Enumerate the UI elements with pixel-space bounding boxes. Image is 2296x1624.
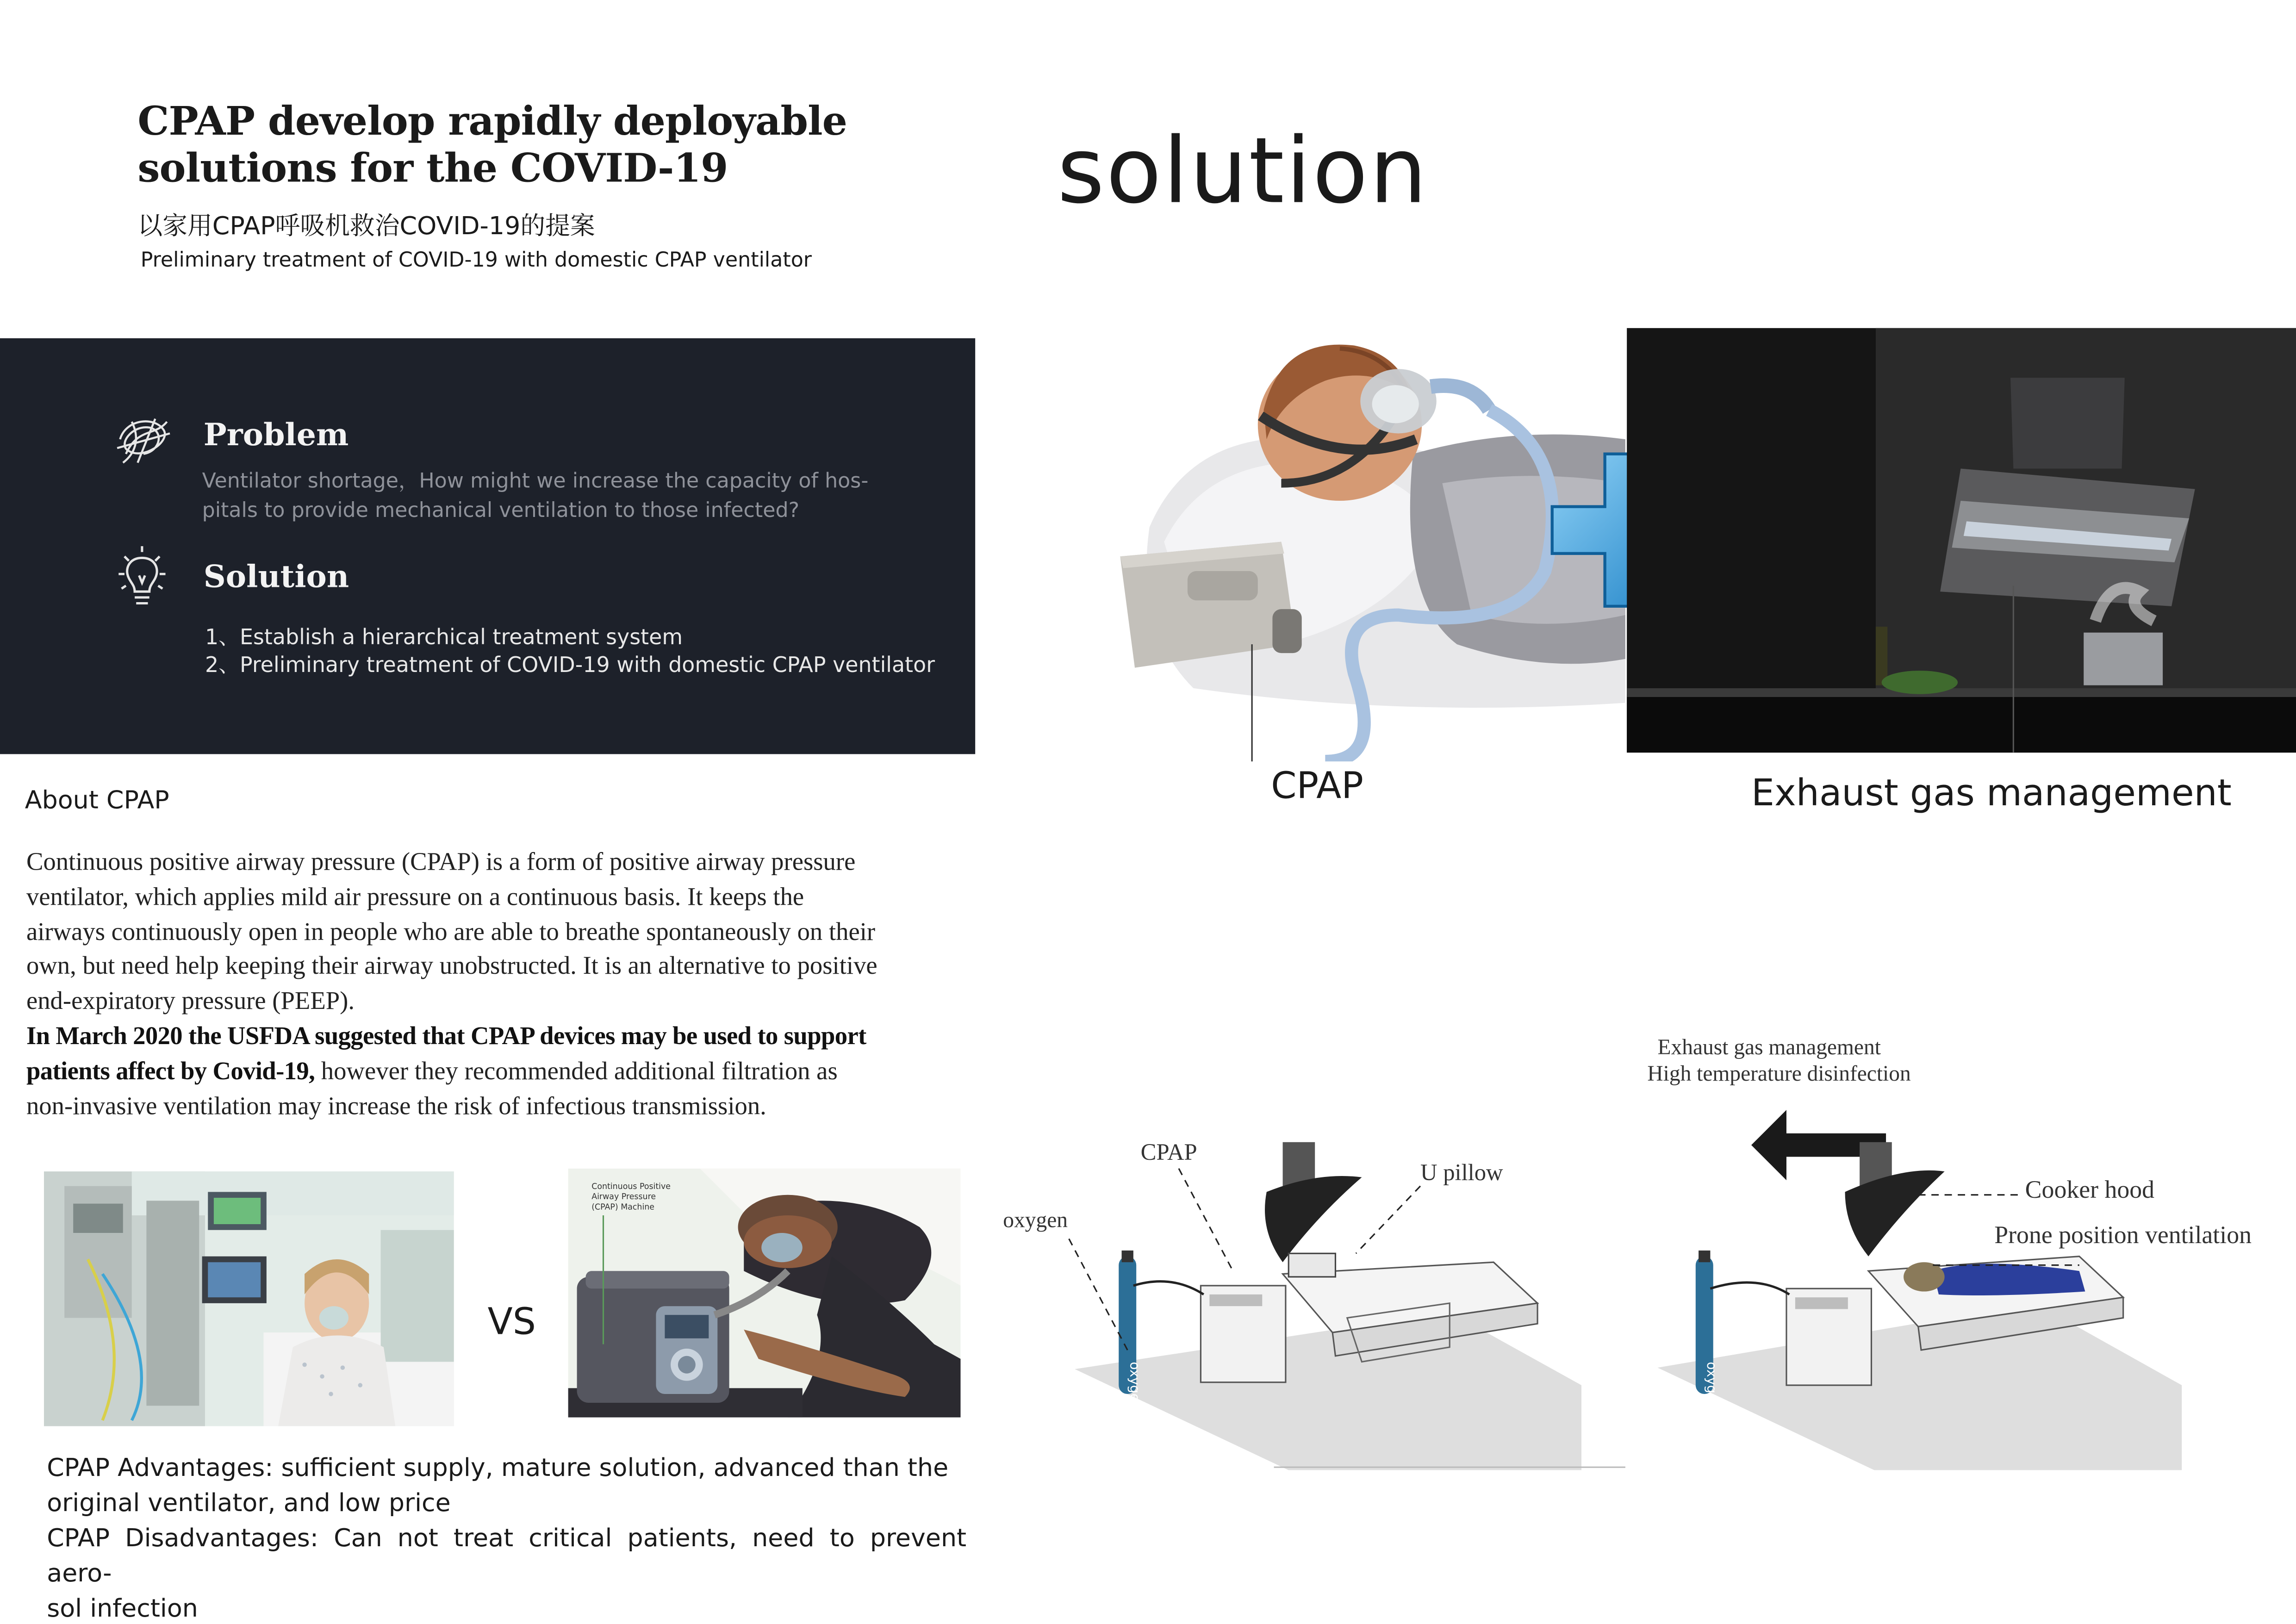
solution-heading: solution — [1057, 117, 1429, 224]
advantages-line: CPAP Advantages: sufficient supply, mature solution, advanced than the — [47, 1454, 949, 1484]
oxygen-tank-text: oxygen — [1127, 1362, 1143, 1410]
about-line — [26, 1054, 978, 1089]
subtitle-chinese: 以家用CPAP呼吸机救治COVID-19的提案 — [137, 212, 595, 242]
advantages-line: CPAP Disadvantages: Can not treat critical patients, need to prevent aero- — [47, 1524, 967, 1589]
about-line: own, but need help keeping their airway unobstructed. It is an alternative to positive — [26, 952, 877, 980]
diagram-oxygen-label: oxygen — [1003, 1209, 1068, 1233]
cpap-bed-diagram — [1010, 1127, 1625, 1479]
about-line: end-expiratory pressure (PEEP). — [26, 987, 355, 1015]
cpap-patient-illustration — [1106, 322, 1625, 761]
diagram-prone-label: Prone position ventilation — [1994, 1221, 2252, 1249]
about-title: About CPAP — [25, 786, 169, 816]
title-line-2: solutions for the COVID-19 — [137, 146, 728, 192]
prone-ventilation-diagram — [1640, 1083, 2296, 1479]
problem-text-line: Ventilator shortage，How might we increase the capacity of hos- — [202, 470, 869, 494]
diagram-u-pillow-label: U pillow — [1420, 1161, 1503, 1186]
about-line: airways continuously open in people who are able to breathe spontaneously on their — [26, 917, 876, 946]
vs-label: VS — [487, 1300, 536, 1343]
advantages-text — [47, 1451, 966, 1624]
about-line: non-invasive ventilation may increase the risk of infectious transmission. — [26, 1091, 766, 1120]
subtitle-english: Preliminary treatment of COVID-19 with domestic CPAP ventilator — [140, 249, 812, 273]
lightbulb-icon — [111, 543, 173, 611]
about-line: ventilator, which applies mild air pressure on a continuous basis. It keeps the — [26, 883, 804, 911]
exhaust-hero-label: Exhaust gas management — [1751, 772, 2232, 815]
about-emph-span: patients affect by Covid-19, — [26, 1057, 315, 1085]
oxygen-tank-text: oxygen — [1704, 1362, 1720, 1410]
hospital-ventilator-photo — [44, 1171, 454, 1426]
diagram-exhaust-line1: Exhaust gas management — [1657, 1037, 1881, 1060]
machine-label-line: Airway Pressure — [591, 1192, 656, 1202]
problem-heading: Problem — [203, 416, 349, 453]
diagram-cooker-hood-label: Cooker hood — [2025, 1176, 2155, 1204]
problem-solution-panel — [0, 338, 975, 754]
solution-list — [205, 625, 966, 681]
cpap-machine-illustration — [568, 1169, 961, 1418]
scribble-icon — [111, 410, 175, 469]
about-rest-span: however they recommended additional filtration as — [315, 1057, 838, 1085]
solution-heading-panel: Solution — [203, 558, 349, 595]
about-line: Continuous positive airway pressure (CPAP) is a form of positive airway pressure — [26, 847, 856, 876]
solution-list-item: 1、Establish a hierarchical treatment system — [205, 627, 683, 650]
solution-list-item: 2、Preliminary treatment of COVID-19 with domestic CPAP ventilator — [205, 654, 935, 678]
problem-text-line: pitals to provide mechanical ventilation to those infected? — [202, 498, 800, 522]
title-line-1: CPAP develop rapidly deployable — [137, 100, 847, 145]
problem-text — [202, 468, 964, 525]
machine-label-line: Continuous Positive — [591, 1182, 671, 1192]
advantages-line: original ventilator, and low price — [47, 1489, 451, 1518]
cpap-hero-label: CPAP — [1271, 764, 1363, 807]
diagram-exhaust-line2: High temperature disinfection — [1647, 1063, 1911, 1087]
cooker-hood-photo — [1627, 328, 2296, 753]
page-title — [137, 100, 899, 193]
advantages-line: sol infection — [47, 1594, 198, 1624]
diagram-cpap-label: CPAP — [1140, 1140, 1197, 1166]
about-paragraph — [26, 845, 978, 1124]
about-line-emph: In March 2020 the USFDA suggested that CPAP devices may be used to support — [26, 1022, 866, 1050]
machine-label-line: (CPAP) Machine — [591, 1202, 655, 1212]
